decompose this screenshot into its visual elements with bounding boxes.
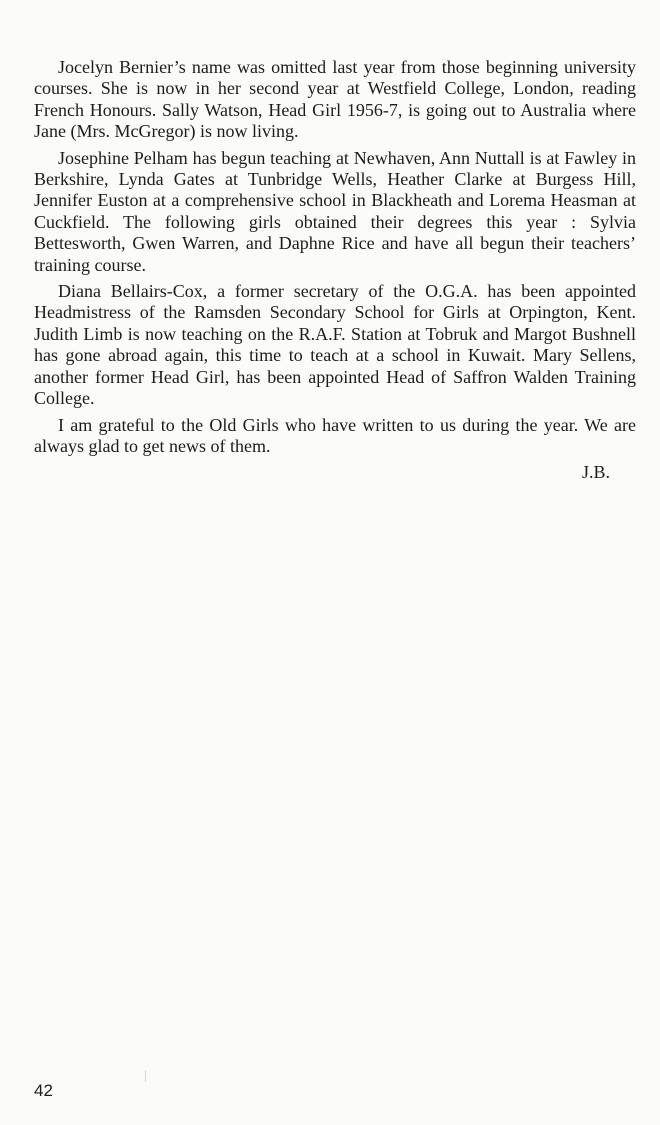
paragraph-appointments: Diana Bellairs-Cox, a former secretary of the O.G.A. has been appointed Headmistress of the Ramsden Secondary School for Girls at Orpington, Kent. Judith Limb is now teaching on the R.A.F. Station at Tobruk and Margot Bushnell has gone abroad again, this time to teach at a school in Kuwait. Mary Sellens, another former Head Girl, has been appointed Head of Saffron Walden Training College.	[34, 281, 636, 409]
body-text	[34, 57, 636, 484]
paragraph-closing: I am grateful to the Old Girls who have written to us during the year. We are always glad to get news of them.	[34, 414, 636, 456]
paragraph-teaching-posts: Josephine Pelham has begun teaching at Newhaven, Ann Nuttall is at Fawley in Berkshire, Lynda Gates at Tunbridge Wells, Heather Clarke at Burgess Hill, Jennifer Euston at a comprehensive school in Blackheath and Lorema Heasman at Cuckfield. The following girls obtained their degrees this year : Sylvia Bettesworth, Gwen Warren, and Daphne Rice and have all begun their teachers’ training course.	[34, 147, 636, 275]
signature-initials: J.B.	[581, 462, 610, 483]
print-mark	[145, 1070, 148, 1082]
page-number: 42	[34, 1081, 53, 1100]
paragraph-oga-university: Jocelyn Bernier’s name was omitted last year from those beginning university courses. She is now in her second year at Westfield College, London, reading French Honours. Sally Watson, Head Girl 1956-7, is going out to Australia where Jane (Mrs. McGregor) is now living.	[34, 57, 636, 142]
